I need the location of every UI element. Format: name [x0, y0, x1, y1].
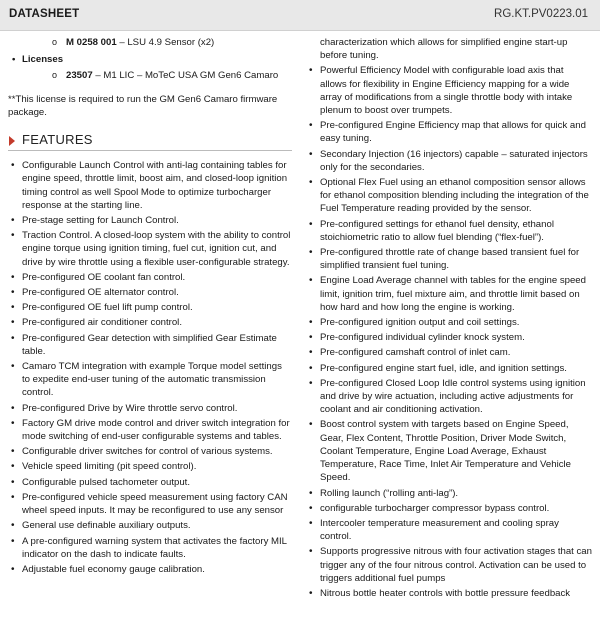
list-item: • Pre-configured vehicle speed measurement using factory CAN wheel speed inputs. It may be reconfigured to use any sensor: [8, 491, 292, 517]
datasheet-title: DATASHEET: [9, 8, 80, 20]
list-item: • configurable turbocharger compressor bypass control.: [306, 502, 592, 515]
list-item: • Pre-configured OE coolant fan control.: [8, 271, 292, 284]
list-item: • A pre-configured warning system that activates the factory MIL indicator on the dash to indicate faults.: [8, 535, 292, 561]
list-item: • Factory GM drive mode control and driver switch integration for mode switching of end-user configurable systems and tables.: [8, 417, 292, 443]
licenses-heading: [8, 53, 292, 66]
list-item: • Pre-configured Closed Loop Idle control systems using ignition and drive by wire actuation, including active adjustments for coolant and air conditioning activation.: [306, 377, 592, 417]
part-number: M 0258 001: [66, 37, 117, 48]
triangle-marker-icon: [9, 136, 15, 146]
bullet-icon: •: [12, 54, 16, 66]
list-item: • Adjustable fuel economy gauge calibration.: [8, 563, 292, 576]
list-item: • Boost control system with targets based on Engine Speed, Gear, Flex Content, Throttle Position, Driver Mode Switch, Coolant Temperature, Engine Load Average, Exhaust Temperature, Race Time, Inlet Air Temperature and Vehicle Speed.: [306, 418, 592, 484]
list-item: • Pre-configured OE alternator control.: [8, 286, 292, 299]
list-item: • Camaro TCM integration with example Torque model settings to expedite end-user tuning of the automatic transmission control.: [8, 360, 292, 400]
features-list-left: [8, 159, 292, 576]
license-part-number: 23507: [66, 70, 93, 82]
list-item: • Optional Flex Fuel using an ethanol composition sensor allows for ethanol composition blending including the integration of the Fuel Temperature reading provided by the sensor.: [306, 176, 592, 216]
list-item: • Traction Control. A closed-loop system with the ability to control engine torque using ignition timing, fuel cut, ignition cut, and drive by wire throttle using a flexible user-configurable strategy.: [8, 229, 292, 269]
list-item: • Pre-configured Engine Efficiency map that allows for quick and easy tuning.: [306, 119, 592, 145]
list-item: • Pre-configured individual cylinder knock system.: [306, 331, 592, 344]
list-item: • Vehicle speed limiting (pit speed control).: [8, 460, 292, 473]
datasheet-header: [0, 0, 600, 31]
list-item: • Pre-configured air conditioner control.: [8, 316, 292, 329]
sensor-list-item: [8, 36, 292, 49]
list-item: • Pre-configured throttle rate of change based transient fuel for simplified transient fuel tuning.: [306, 246, 592, 272]
list-item: • Configurable pulsed tachometer output.: [8, 476, 292, 489]
list-item: • Pre-configured OE fuel lift pump control.: [8, 301, 292, 314]
license-note: **This license is required to run the GM Gen6 Camaro firmware package.: [8, 93, 278, 118]
continued-text: characterization which allows for simplified engine start-up before tuning.: [320, 37, 568, 62]
licenses-label: Licenses: [22, 54, 64, 66]
document-number: RG.KT.PV0223.01: [494, 8, 588, 20]
list-item: • Configurable Launch Control with anti-lag containing tables for engine speed, throttle limit, boost aim, and closed-loop ignition timing control as well Spool Mode to optimize turbocharger response at the starting line.: [8, 159, 292, 212]
list-item: • Pre-configured camshaft control of inlet cam.: [306, 346, 592, 359]
license-list-item: [8, 69, 292, 82]
list-item: • Pre-configured Drive by Wire throttle servo control.: [8, 402, 292, 415]
features-heading-text: FEATURES: [22, 132, 93, 148]
list-item: • Pre-configured Gear detection with simplified Gear Estimate table.: [8, 332, 292, 358]
list-item: • Secondary Injection (16 injectors) capable – saturated injectors only for the secondaries.: [306, 148, 592, 174]
part-description: – LSU 4.9 Sensor (x2): [116, 37, 215, 48]
circle-bullet-icon: o: [52, 70, 58, 81]
list-item: • Supports progressive nitrous with four activation stages that can trigger any of the four nitrous control. Activation can be used to triggers additional fuel pumps: [306, 545, 592, 585]
list-item: • Configurable driver switches for control of various systems.: [8, 445, 292, 458]
list-item: • Powerful Efficiency Model with configurable load axis that allows for flexibility in Engine Efficiency mapping for a wide array of modifications from a single throttle body with intake plenum to boost over trumpets.: [306, 64, 592, 117]
list-item: • Pre-configured settings for ethanol fuel density, ethanol stoichiometric ratio to allow fuel blending (“flex-fuel”).: [306, 218, 592, 244]
list-item: • General use definable auxiliary outputs.: [8, 519, 292, 532]
list-item: • Pre-stage setting for Launch Control.: [8, 214, 292, 227]
circle-bullet-icon: o: [52, 37, 58, 47]
list-item: • Engine Load Average channel with tables for the engine speed limit, ignition trim, fuel mixture aim, and throttle limit based on how hard and how long the engine is working.: [306, 274, 592, 314]
list-item: • Nitrous bottle heater controls with bottle pressure feedback: [306, 587, 592, 600]
list-item: • Pre-configured engine start fuel, idle, and ignition settings.: [306, 362, 592, 375]
list-item: • Pre-configured ignition output and coil settings.: [306, 316, 592, 329]
list-item: • Intercooler temperature measurement and cooling spray control.: [306, 517, 592, 543]
right-column: [306, 36, 592, 602]
features-heading: [8, 133, 292, 151]
license-description: – M1 LIC – MoTeC USA GM Gen6 Camaro: [92, 70, 279, 82]
features-list-right: [306, 64, 592, 600]
list-item: • Rolling launch (“rolling anti-lag”).: [306, 487, 592, 500]
left-column: [8, 36, 292, 578]
